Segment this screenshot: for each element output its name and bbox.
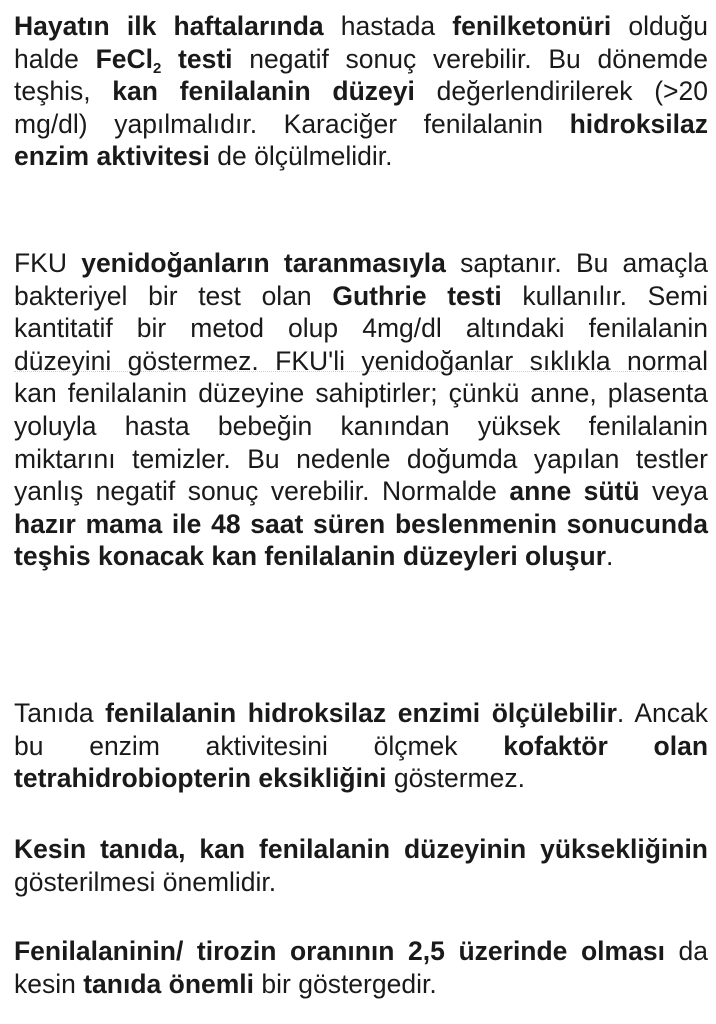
text-segment: değerlendirilerek (>20 mg/dl) yapılmalıdır. Karaciğer fenilalanin (14, 76, 708, 139)
paragraph-definitive-diagnosis (14, 833, 708, 898)
text-segment: negatif sonuç verebilir. Bu dönemde teşhis, (14, 43, 709, 107)
paragraph-ratio (14, 935, 708, 1000)
text-segment: kofaktör olan tetrahidrobiopterin eksikliğini (14, 730, 709, 794)
text-segment: veya (639, 476, 709, 507)
text-segment: fenilketonüri (452, 11, 612, 41)
text-segment: bir göstergedir. (254, 968, 437, 999)
text-segment: testi (161, 43, 233, 74)
text-segment: saptanır. Bu amaçla bakteriyel bir test olan (14, 248, 708, 311)
text-segment: fenilalanin hidroksilaz enzimi ölçülebilir (105, 698, 617, 728)
text-segment: hidroksilaz enzim aktivitesi (14, 108, 708, 172)
text-segment: Guthrie testi (332, 280, 502, 311)
text-segment: yenidoğanların taranmasıyla (81, 248, 446, 278)
text-segment: kan fenilalanin düzeyi (112, 76, 415, 107)
text-segment: . (606, 541, 614, 572)
text-segment: gösterilmesi önemlidir. (14, 866, 277, 897)
text-segment: Tanıda (14, 698, 106, 728)
text-segment: . Ancak bu enzim aktivitesini ölçmek (14, 698, 708, 761)
text-segment: da kesin (14, 936, 709, 999)
text-segment: kullanılır. Semi kantitatif bir metod olup 4mg/dl altındaki fenilalanin düzeyini göstermez. FKU'li yenidoğanlar sıklıkla normal kan fenilalanin düzeyine sahiptirler; çünkü anne, plasenta yoluyla hasta bebeğin kanından yüksek fenilalanin miktarını temizler. Bu nedenle doğumda yapılan testler yanlış negatif sonuç verebilir. Normalde (14, 280, 708, 507)
text-segment: hazır mama ile 48 saat süren beslenmenin sonucunda teşhis konacak kan fenilalanin düzeyleri oluşur (14, 508, 708, 572)
text-segment: anne sütü (509, 476, 640, 507)
subscript: 2 (153, 59, 162, 77)
text-segment: Hayatın ilk haftalarında (14, 11, 324, 41)
document-page (14, 0, 708, 1024)
text-segment: göstermez. (386, 763, 525, 794)
text-segment: FKU (14, 248, 82, 278)
text-segment: tanıda önemli (83, 968, 255, 999)
paragraph-screening (14, 247, 708, 573)
text-segment: FeCl (95, 43, 153, 74)
text-segment: Kesin tanıda, kan fenilalanin düzeyinin yüksekliğinin (14, 834, 708, 864)
text-segment: hastada (323, 11, 453, 41)
paragraph-newborn-testing (14, 10, 708, 173)
text-segment: Fenilalaninin/ tirozin oranının 2,5 üzerinde olması (14, 936, 665, 966)
text-segment: de ölçülmelidir. (209, 141, 393, 172)
paragraph-enzyme (14, 697, 708, 795)
text-segment: olduğu halde (14, 11, 708, 74)
